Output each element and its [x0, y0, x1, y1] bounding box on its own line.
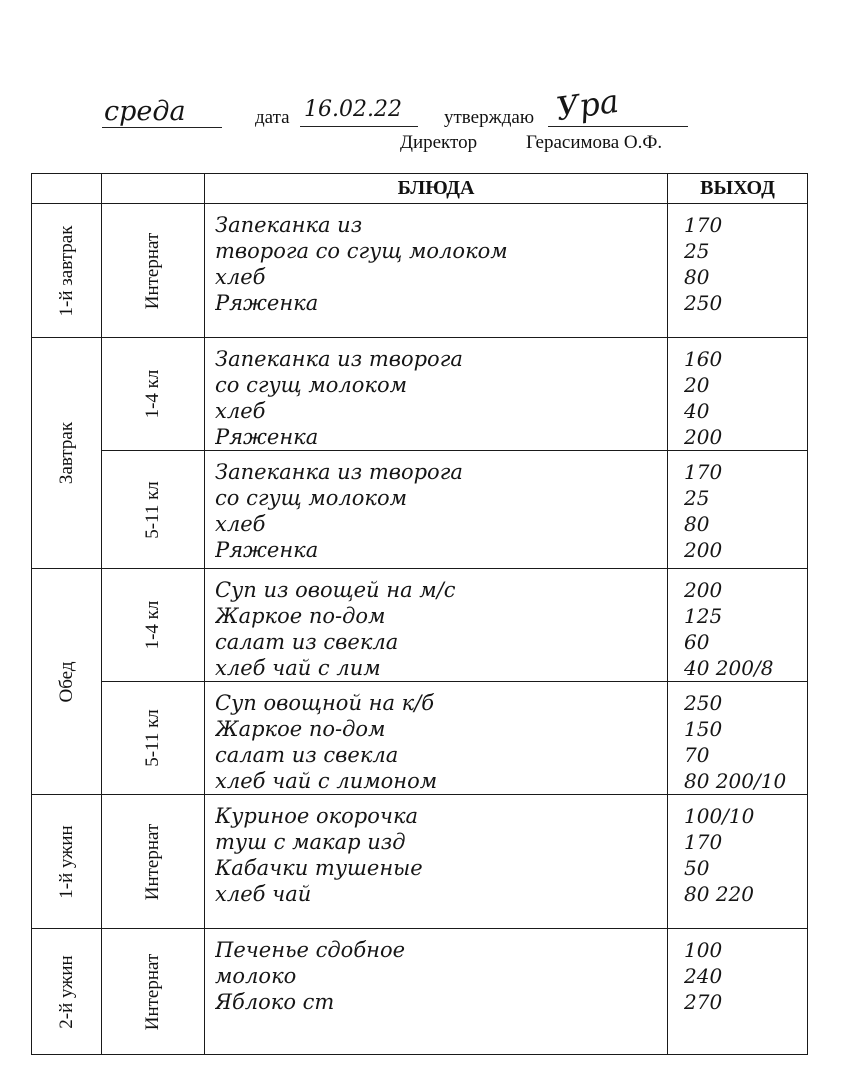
dishes-cell — [205, 338, 668, 451]
dish-line: хлеб чай — [215, 882, 312, 906]
dish-line: Ряженка — [215, 538, 319, 562]
table-header-row — [32, 174, 808, 204]
column-header-2 — [102, 174, 205, 204]
meal-cell — [32, 338, 102, 569]
outputs-cell — [668, 338, 808, 451]
meal-name: 2-й ужин — [55, 954, 77, 1029]
dishes-list — [205, 569, 667, 681]
outputs-cell — [668, 795, 808, 929]
output-value: 100 — [684, 938, 723, 962]
output-value: 70 — [684, 743, 710, 767]
meal-cell — [32, 929, 102, 1055]
output-value: 80 — [684, 265, 710, 289]
output-value: 150 — [684, 717, 723, 741]
output-value: 100/10 — [684, 804, 755, 828]
output-value: 200 — [684, 538, 723, 562]
dish-line: Куриное окорочка — [215, 804, 419, 828]
outputs-cell — [668, 451, 808, 569]
table-row — [32, 204, 808, 338]
meal-name: 1-й завтрак — [55, 225, 77, 316]
group-label: 1-4 кл — [142, 369, 163, 419]
dishes-cell — [205, 569, 668, 682]
outputs-list — [668, 682, 807, 794]
dish-line: Ряженка — [215, 425, 319, 449]
group-label: Интернат — [142, 823, 163, 900]
output-value: 40 — [684, 399, 710, 423]
dish-line: хлеб — [215, 512, 266, 536]
output-value: 50 — [684, 856, 710, 880]
day-of-week: среда — [104, 96, 186, 127]
dish-line: хлеб чай с лимоном — [215, 769, 438, 793]
column-header-3: БЛЮДА — [205, 174, 668, 204]
date-value: 16.02.22 — [304, 97, 402, 122]
dishes-cell — [205, 929, 668, 1055]
dish-line: со сгущ молоком — [215, 373, 407, 397]
dish-line: творога со сгущ молоком — [215, 239, 508, 263]
dishes-cell — [205, 795, 668, 929]
dishes-list — [205, 682, 667, 794]
outputs-cell — [668, 929, 808, 1055]
approve-label: утверждаю — [444, 107, 535, 128]
group-cell — [102, 682, 205, 795]
meal-name: Обед — [55, 661, 77, 702]
output-value: 25 — [684, 239, 710, 263]
outputs-list — [668, 795, 807, 907]
outputs-cell — [668, 682, 808, 795]
director-signature: Ура — [553, 81, 622, 129]
dish-line: Печенье сдобное — [215, 938, 406, 962]
group-label: 5-11 кл — [142, 709, 163, 767]
output-value: 250 — [684, 291, 723, 315]
dishes-list — [205, 795, 667, 907]
dish-line: хлеб чай с лим — [215, 656, 381, 680]
dish-line: салат из свекла — [215, 743, 399, 767]
output-value: 200 — [684, 425, 723, 449]
signature-underline — [548, 126, 688, 127]
dish-line: Яблоко ст — [215, 990, 335, 1014]
meal-name: 1-й ужин — [55, 824, 77, 899]
output-value: 25 — [684, 486, 710, 510]
group-cell — [102, 929, 205, 1055]
output-value: 160 — [684, 347, 723, 371]
outputs-list — [668, 451, 807, 563]
group-cell — [102, 451, 205, 569]
outputs-list — [668, 929, 807, 1015]
table-row — [32, 451, 808, 569]
dish-line: Ряженка — [215, 291, 319, 315]
table-row — [32, 569, 808, 682]
dish-line: со сгущ молоком — [215, 486, 407, 510]
meal-cell — [32, 204, 102, 338]
date-underline — [300, 126, 418, 127]
outputs-cell — [668, 569, 808, 682]
output-value: 20 — [684, 373, 710, 397]
outputs-list — [668, 569, 807, 681]
output-value: 80 200/10 — [684, 769, 787, 793]
meal-cell — [32, 569, 102, 795]
dish-line: Жаркое по-дом — [215, 717, 386, 741]
table-row — [32, 338, 808, 451]
dishes-cell — [205, 682, 668, 795]
dish-line: салат из свекла — [215, 630, 399, 654]
output-value: 250 — [684, 691, 723, 715]
group-label: 5-11 кл — [142, 480, 163, 539]
dish-line: туш с макар изд — [215, 830, 406, 854]
output-value: 170 — [684, 830, 723, 854]
director-name: Герасимова О.Ф. — [526, 132, 663, 153]
table-row — [32, 929, 808, 1055]
output-value: 80 — [684, 512, 710, 536]
group-label: Интернат — [142, 232, 163, 309]
dish-line: Суп овощной на к/б — [215, 691, 435, 715]
dish-line: Запеканка из творога — [215, 460, 463, 484]
outputs-list — [668, 338, 807, 450]
output-value: 170 — [684, 213, 723, 237]
group-label: Интернат — [142, 953, 163, 1030]
output-value: 200 — [684, 578, 723, 602]
day-underline — [102, 127, 222, 128]
column-header-4: ВЫХОД — [668, 174, 808, 204]
dish-line: хлеб — [215, 265, 266, 289]
director-position: Директор — [400, 132, 478, 153]
output-value: 125 — [684, 604, 723, 628]
group-cell — [102, 795, 205, 929]
date-label: дата — [255, 107, 290, 128]
dish-line: молоко — [215, 964, 297, 988]
column-header-1 — [32, 174, 102, 204]
dishes-list — [205, 338, 667, 450]
dishes-cell — [205, 204, 668, 338]
dishes-list — [205, 451, 667, 563]
dish-line: Запеканка из — [215, 213, 363, 237]
dish-line: Суп из овощей на м/с — [215, 578, 456, 602]
dish-line: хлеб — [215, 399, 266, 423]
group-cell — [102, 204, 205, 338]
table-row — [32, 795, 808, 929]
menu-table — [31, 173, 808, 1055]
output-value: 60 — [684, 630, 710, 654]
output-value: 240 — [684, 964, 723, 988]
output-value: 170 — [684, 460, 723, 484]
dishes-list — [205, 204, 667, 316]
dishes-list — [205, 929, 667, 1015]
outputs-cell — [668, 204, 808, 338]
group-label: 1-4 кл — [142, 600, 163, 650]
dishes-cell — [205, 451, 668, 569]
document-header — [0, 0, 859, 170]
table-row — [32, 682, 808, 795]
dish-line: Запеканка из творога — [215, 347, 463, 371]
output-value: 270 — [684, 990, 723, 1014]
meal-name: Завтрак — [55, 421, 77, 485]
meal-cell — [32, 795, 102, 929]
output-value: 40 200/8 — [684, 656, 774, 680]
outputs-list — [668, 204, 807, 316]
group-cell — [102, 338, 205, 451]
dish-line: Кабачки тушеные — [215, 856, 423, 880]
group-cell — [102, 569, 205, 682]
output-value: 80 220 — [684, 882, 754, 906]
dish-line: Жаркое по-дом — [215, 604, 386, 628]
